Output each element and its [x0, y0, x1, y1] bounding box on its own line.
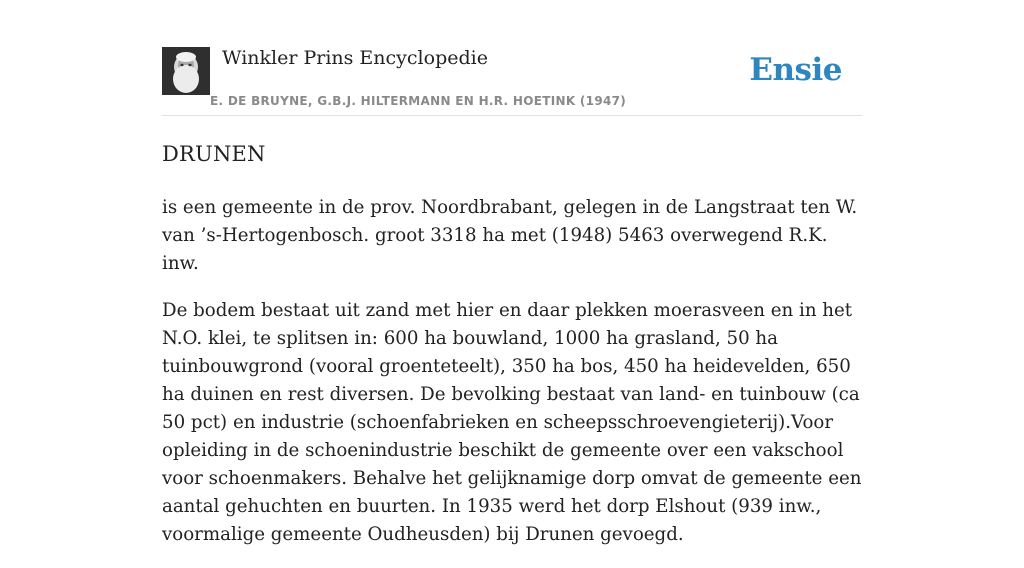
- author-avatar[interactable]: [162, 47, 210, 95]
- article-content: [162, 140, 862, 568]
- site-title-link[interactable]: Winkler Prins Encyclopedie: [222, 47, 488, 69]
- portrait-icon: [162, 47, 210, 95]
- article-title: DRUNEN: [162, 142, 266, 166]
- brand-logo-link[interactable]: Ensie: [749, 52, 842, 88]
- header-divider: [162, 115, 862, 116]
- authors-subtitle: E. DE BRUYNE, G.B.J. HILTERMANN EN H.R. HOETINK (1947): [210, 94, 627, 108]
- article-paragraph-2: De bodem bestaat uit zand met hier en daar plekken moerasveen en in het N.O. klei, te splitsen in: 600 ha bouwland, 1000 ha grasland, 50 ha tuinbouwgrond (vooral groenteteelt), 350 ha bos, 450 ha heidevelden, 650 ha duinen en rest diversen. De bevolking bestaat van land- en tuinbouw (ca 50 pct) en industrie (schoenfabrieken en scheepsschroevengieterij).Voor opleiding in de schoenindustrie beschikt de gemeente over een vakschool voor schoenmakers. Behalve het gelijknamige dorp omvat de gemeente een aantal gehuchten en buurten. In 1935 werd het dorp Elshout (939 inw., voormalige gemeente Oudheusden) bij Drunen gevoegd.: [162, 300, 862, 545]
- article-paragraph-1: is een gemeente in de prov. Noordbrabant, gelegen in de Langstraat ten W. van ’s-Hertogenbosch. groot 3318 ha met (1948) 5463 overwegend R.K. inw.: [162, 197, 858, 274]
- site-header: [162, 46, 862, 116]
